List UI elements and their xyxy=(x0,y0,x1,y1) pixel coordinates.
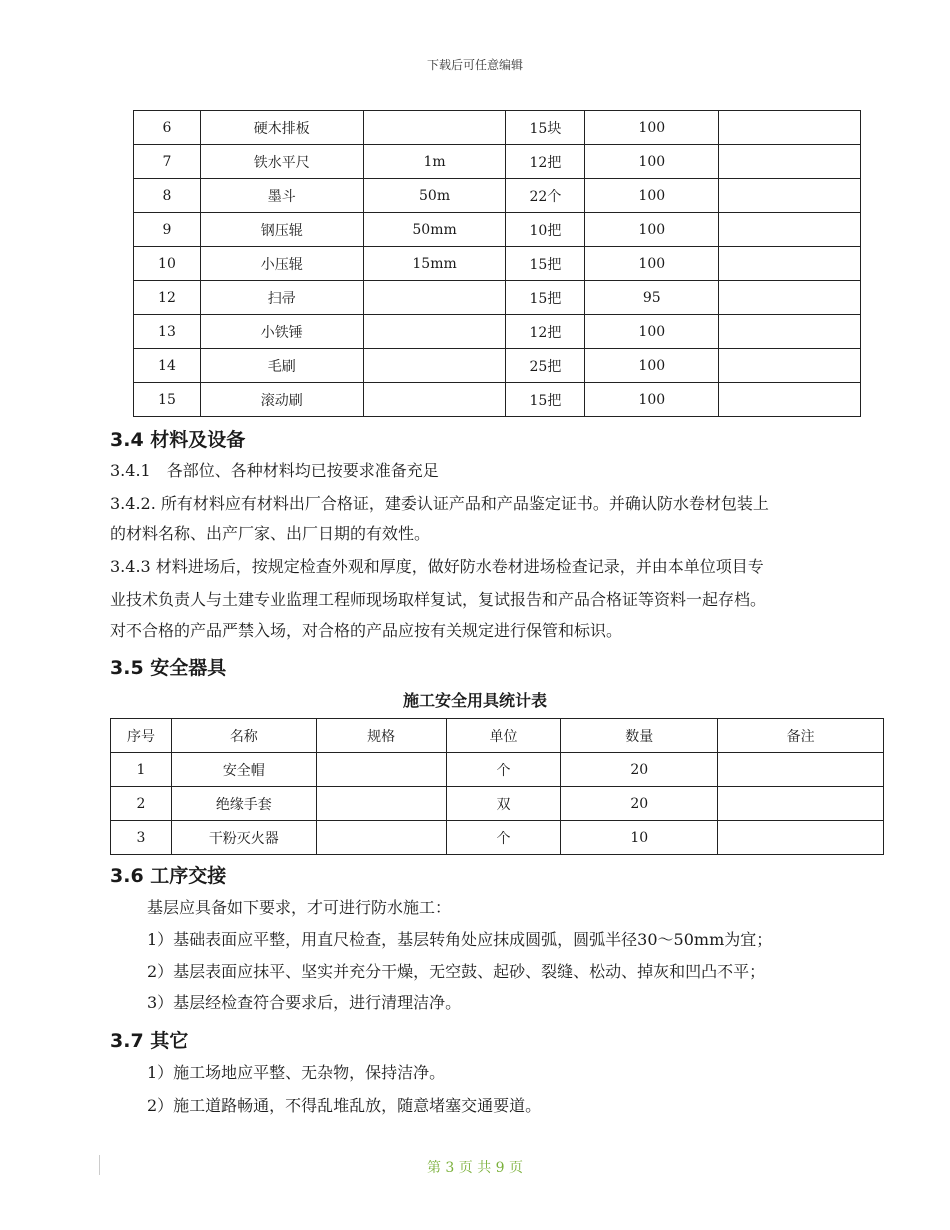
table-cell xyxy=(719,145,861,179)
table-cell xyxy=(719,349,861,383)
table-cell: 100 xyxy=(585,145,719,179)
table-cell: 铁水平尺 xyxy=(200,145,363,179)
table-cell: 滚动刷 xyxy=(200,383,363,417)
paragraph-3-6-intro: 基层应具备如下要求，才可进行防水施工： xyxy=(147,898,452,917)
table-cell: 15把 xyxy=(506,247,585,281)
paragraph-3-4-1: 3.4.1 各部位、各种材料均已按要求准备充足 xyxy=(110,461,439,480)
table-row xyxy=(134,111,861,145)
header-cell: 名称 xyxy=(171,719,316,753)
table-cell: 个 xyxy=(446,821,561,855)
paragraph-3-4-3-line1: 3.4.3 材料进场后，按规定检查外观和厚度，做好防水卷材进场检查记录，并由本单位项目专 xyxy=(110,557,764,576)
table-cell: 15 xyxy=(134,383,201,417)
section-heading-3-6: 3.6 工序交接 xyxy=(110,865,227,887)
table-cell: 9 xyxy=(134,213,201,247)
table-row xyxy=(134,247,861,281)
table-cell: 墨斗 xyxy=(200,179,363,213)
table-cell: 100 xyxy=(585,383,719,417)
section-heading-3-4: 3.4 材料及设备 xyxy=(110,429,246,451)
table-row xyxy=(111,821,884,855)
paragraph-3-4-2-line1: 3.4.2. 所有材料应有材料出厂合格证，建委认证产品和产品鉴定证书。并确认防水卷材包装上 xyxy=(110,494,769,513)
table-cell: 100 xyxy=(585,315,719,349)
header-cell: 备注 xyxy=(718,719,884,753)
table-cell xyxy=(718,821,884,855)
table-cell xyxy=(719,111,861,145)
table-cell xyxy=(719,383,861,417)
table-cell: 12 xyxy=(134,281,201,315)
table-cell: 8 xyxy=(134,179,201,213)
table-cell: 硬木排板 xyxy=(200,111,363,145)
table-cell xyxy=(363,383,506,417)
table-cell xyxy=(316,753,446,787)
table-cell: 15把 xyxy=(506,281,585,315)
table-cell xyxy=(718,787,884,821)
table-cell: 10 xyxy=(134,247,201,281)
table-cell: 13 xyxy=(134,315,201,349)
table-row xyxy=(134,383,861,417)
table-cell: 15mm xyxy=(363,247,506,281)
table-cell: 100 xyxy=(585,179,719,213)
page-footer: 第 3 页 共 9 页 xyxy=(426,1160,524,1176)
table-cell xyxy=(363,111,506,145)
table-cell: 15块 xyxy=(506,111,585,145)
table-cell: 100 xyxy=(585,247,719,281)
table-cell: 12把 xyxy=(506,145,585,179)
header-cell: 数量 xyxy=(561,719,718,753)
header-cell: 单位 xyxy=(446,719,561,753)
table-row xyxy=(134,213,861,247)
table-row xyxy=(111,753,884,787)
safety-table xyxy=(110,718,884,855)
table-cell: 10 xyxy=(561,821,718,855)
table-cell: 个 xyxy=(446,753,561,787)
table-cell: 小压辊 xyxy=(200,247,363,281)
table-cell: 12把 xyxy=(506,315,585,349)
table-cell: 扫帚 xyxy=(200,281,363,315)
table-cell: 100 xyxy=(585,111,719,145)
table-cell: 3 xyxy=(111,821,172,855)
table-cell xyxy=(363,281,506,315)
table-header-row xyxy=(111,719,884,753)
table-row xyxy=(134,349,861,383)
table-cell: 安全帽 xyxy=(171,753,316,787)
table-cell: 1 xyxy=(111,753,172,787)
table-cell: 小铁锤 xyxy=(200,315,363,349)
table-cell: 14 xyxy=(134,349,201,383)
paragraph-3-4-3-line3: 对不合格的产品严禁入场，对合格的产品应按有关规定进行保管和标识。 xyxy=(110,621,623,640)
table-cell: 1m xyxy=(363,145,506,179)
table-cell: 25把 xyxy=(506,349,585,383)
table-caption: 施工安全用具统计表 xyxy=(402,691,547,710)
table-row xyxy=(134,145,861,179)
list-item-3-6-2: 2）基层表面应抹平、坚实并充分干燥，无空鼓、起砂、裂缝、松动、掉灰和凹凸不平； xyxy=(147,962,766,981)
paragraph-3-4-2-line2: 的材料名称、出产厂家、出厂日期的有效性。 xyxy=(110,524,431,543)
table-row xyxy=(134,179,861,213)
table-cell xyxy=(719,247,861,281)
table-cell: 22个 xyxy=(506,179,585,213)
table-row xyxy=(134,281,861,315)
list-item-3-7-2: 2）施工道路畅通，不得乱堆乱放，随意堵塞交通要道。 xyxy=(147,1096,542,1115)
header-cell: 规格 xyxy=(316,719,446,753)
table-cell xyxy=(719,281,861,315)
table-cell: 15把 xyxy=(506,383,585,417)
table-cell xyxy=(363,349,506,383)
table-cell xyxy=(719,315,861,349)
table-cell: 7 xyxy=(134,145,201,179)
table-row xyxy=(134,315,861,349)
table-cell: 20 xyxy=(561,787,718,821)
list-item-3-6-3: 3）基层经检查符合要求后，进行清理洁净。 xyxy=(147,993,462,1012)
table-cell: 干粉灭火器 xyxy=(171,821,316,855)
table-cell xyxy=(363,315,506,349)
list-item-3-7-1: 1）施工场地应平整、无杂物，保持洁净。 xyxy=(147,1063,446,1082)
header-cell: 序号 xyxy=(111,719,172,753)
table-cell: 10把 xyxy=(506,213,585,247)
page-header: 下载后可任意编辑 xyxy=(426,58,523,72)
section-heading-3-7: 3.7 其它 xyxy=(110,1030,189,1052)
table-row xyxy=(111,787,884,821)
table-cell: 20 xyxy=(561,753,718,787)
section-heading-3-5: 3.5 安全器具 xyxy=(110,657,227,679)
table-cell: 50mm xyxy=(363,213,506,247)
table-cell: 100 xyxy=(585,349,719,383)
paragraph-3-4-3-line2: 业技术负责人与土建专业监理工程师现场取样复试，复试报告和产品合格证等资料一起存档。 xyxy=(110,590,767,609)
table-cell: 95 xyxy=(585,281,719,315)
table-cell: 钢压辊 xyxy=(200,213,363,247)
table-cell: 绝缘手套 xyxy=(171,787,316,821)
table-cell: 双 xyxy=(446,787,561,821)
list-item-3-6-1: 1）基础表面应平整，用直尺检查，基层转角处应抹成圆弧，圆弧半径30～50mm为宜； xyxy=(147,930,773,949)
table-cell: 毛刷 xyxy=(200,349,363,383)
table-cell: 50m xyxy=(363,179,506,213)
table-cell: 100 xyxy=(585,213,719,247)
table-cell xyxy=(719,213,861,247)
table-cell: 2 xyxy=(111,787,172,821)
table-cell xyxy=(719,179,861,213)
table-cell xyxy=(316,821,446,855)
tools-table xyxy=(133,110,861,417)
table-cell xyxy=(316,787,446,821)
table-cell xyxy=(718,753,884,787)
table-cell: 6 xyxy=(134,111,201,145)
